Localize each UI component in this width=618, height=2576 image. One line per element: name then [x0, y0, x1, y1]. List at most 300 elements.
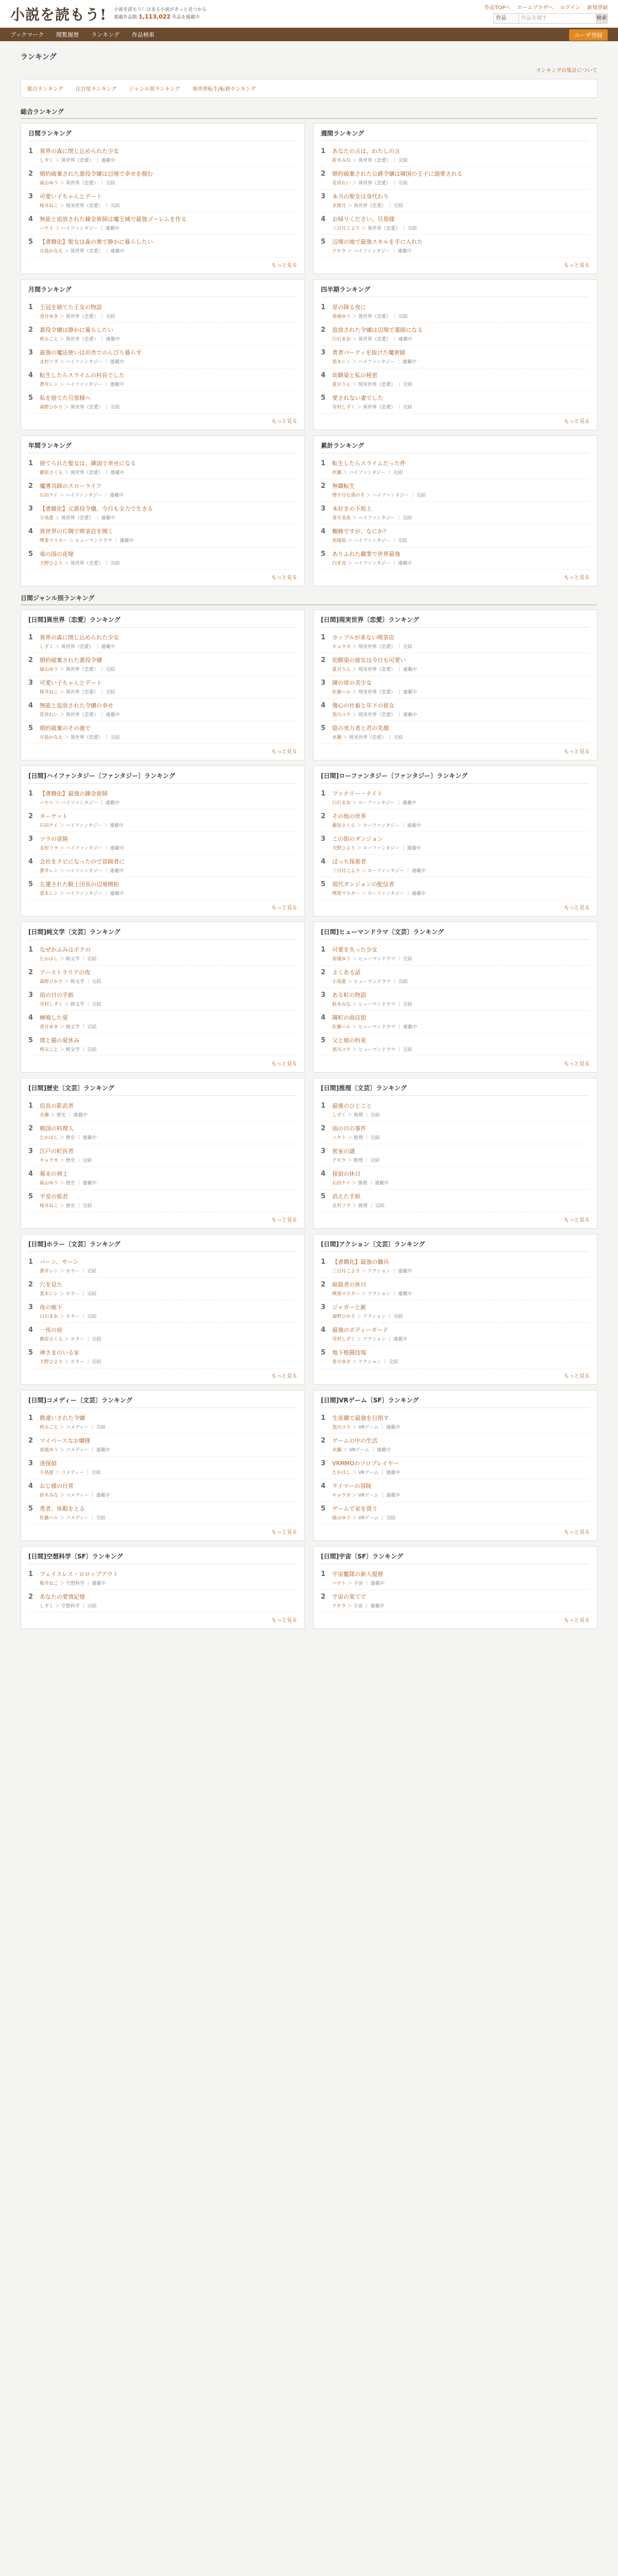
status-label: 連載中	[402, 360, 417, 365]
author-link[interactable]: 佐藤ハル	[40, 1516, 59, 1521]
author-link[interactable]: 月島かなえ	[40, 249, 63, 254]
novel-title-link[interactable]: カップルが来ない喫茶店	[332, 634, 394, 641]
novel-title-link[interactable]: 隣の席の美少女	[332, 680, 372, 686]
ranking-entry	[28, 1502, 297, 1524]
novel-title-link[interactable]: テイマーの冒険	[332, 1483, 372, 1489]
author-link[interactable]: 鈴木みな	[332, 158, 351, 163]
novel-title-link[interactable]: 探偵の休日	[332, 1171, 360, 1177]
status-label: 完結	[393, 1314, 403, 1319]
novel-title-link[interactable]: 密室の謎	[332, 1148, 355, 1155]
about-ranking-text[interactable]: ランキングの集計について	[536, 68, 597, 74]
ranking-box-title: [日間]ハイファンタジー〔ファンタジー〕ランキング	[28, 771, 297, 784]
novel-title-link[interactable]: 竜の国の花嫁	[40, 551, 74, 557]
author-link[interactable]: 石田ケイ	[332, 1181, 351, 1186]
more-link[interactable]: もっと見る	[564, 749, 590, 755]
entry-body	[40, 1037, 297, 1053]
search-form	[493, 13, 608, 24]
novel-title-link[interactable]: 雨の日の事件	[332, 1125, 366, 1132]
novel-title-link[interactable]: 王冠を捨てた王女の物語	[40, 304, 102, 311]
author-link[interactable]: 雪村しずく	[332, 1337, 356, 1342]
novel-title-link[interactable]: 迷探偵	[40, 1460, 57, 1467]
entry-meta: 馬場翁 ＞ ハイファンタジー ｜ 完結	[332, 538, 407, 544]
author-link[interactable]: 小鳥遊	[40, 1470, 54, 1476]
tab-attention[interactable]: 注目度ランキング	[75, 87, 117, 92]
author-link[interactable]: 白石まお	[332, 801, 351, 806]
genre-label: 宇宙	[353, 1604, 363, 1609]
entry-body	[332, 193, 590, 209]
novel-title-link[interactable]: 左遷された騎士団長の辺境開拓	[40, 881, 119, 888]
status-label: 連載中	[82, 1181, 97, 1186]
author-link[interactable]: 香月ゆき	[40, 314, 59, 319]
more-link[interactable]: もっと見る	[271, 1374, 297, 1379]
novel-title-link[interactable]: 生産職で最強を目指す	[332, 1415, 389, 1421]
more-link[interactable]: もっと見る	[564, 1374, 590, 1379]
nav-search[interactable]: 作品検索	[131, 31, 154, 38]
novel-title-link[interactable]: 異世界の片隅で喫茶店を開く	[40, 528, 113, 535]
novel-title-link[interactable]: 転生したらスライムの村長でした	[40, 372, 125, 379]
author-link[interactable]: 黒木シン	[40, 891, 58, 896]
ranking-grid	[21, 1234, 597, 1390]
more-link[interactable]: もっと見る	[271, 263, 297, 268]
novel-title-link[interactable]: 蜘蛛ですが、なにか？	[332, 528, 389, 535]
author-link[interactable]: 花宮れい	[40, 713, 59, 718]
entry-body	[40, 1437, 297, 1453]
author-link[interactable]: 喫茶マスター	[40, 538, 68, 544]
author-link[interactable]: 緑山ゆう	[332, 1516, 351, 1521]
author-link[interactable]: 馬場翁	[332, 538, 347, 544]
novel-title-link[interactable]: 婚約破棄された公爵令嬢は隣国の王子に溺愛される	[332, 171, 462, 177]
novel-title-link[interactable]: ある町の物語	[332, 992, 366, 998]
author-link[interactable]: しずく	[40, 1604, 54, 1609]
novel-title-link[interactable]: 最後のひとこと	[332, 1103, 372, 1109]
author-link[interactable]: 水瀬	[332, 735, 342, 740]
novel-title-link[interactable]: おじ様の日常	[40, 1483, 74, 1489]
novel-title-link[interactable]: ターゲット	[40, 813, 68, 820]
novel-title-link[interactable]: マイペースなお嬢様	[40, 1437, 91, 1444]
novel-title-link[interactable]: 辺境の地で最強スキルを手に入れた	[332, 239, 423, 245]
novel-title-link[interactable]: 最強の魔法使いは田舎でのんびり暮らす	[40, 349, 142, 356]
rank-number: 4	[321, 1014, 326, 1022]
novel-title-link[interactable]: あなたの言は、わたしの言	[332, 148, 400, 155]
novel-title-link[interactable]: ゲームで家を買う	[332, 1505, 377, 1512]
entry-body	[40, 991, 297, 1007]
ranking-entry	[321, 1167, 590, 1190]
author-link[interactable]: 柊みこと	[40, 1047, 59, 1053]
novel-title-link[interactable]: 消えた手紙	[332, 1193, 360, 1200]
novel-title-link[interactable]: 星の降る夜に	[332, 304, 366, 311]
author-link[interactable]: キョウカ	[332, 645, 351, 650]
ranking-grid	[21, 123, 597, 279]
novel-title-link[interactable]: 宇宙の果てで	[332, 1594, 366, 1600]
novel-title-link[interactable]: 宇宙艦隊の新人提督	[332, 1571, 383, 1578]
author-link[interactable]: しずく	[332, 1113, 347, 1118]
author-link[interactable]: ハヤト	[40, 801, 54, 806]
author-link[interactable]: 藤原さくら	[40, 1337, 63, 1342]
author-link[interactable]: 石田ケイ	[40, 823, 58, 828]
author-link[interactable]: 北村ソラ	[40, 360, 59, 365]
ranking-box	[313, 1390, 597, 1541]
tab-genre[interactable]: ジャンル別ランキング	[129, 87, 180, 92]
more-link[interactable]: もっと見る	[271, 575, 297, 581]
novel-title-link[interactable]: その他の世界	[332, 813, 366, 820]
author-link[interactable]: 三日月こより	[332, 1269, 360, 1274]
novel-title-link[interactable]: 私を捨てた旦那様へ	[40, 395, 91, 401]
author-link[interactable]: たかはし	[40, 957, 59, 962]
novel-title-link[interactable]: 隣町の商店街	[332, 1014, 366, 1021]
novel-title-link[interactable]: よくある話	[332, 969, 360, 976]
novel-title-link[interactable]: 【書籍化】聖女は森の奥で静かに暮らしたい	[40, 239, 153, 245]
ranking-entry	[321, 1323, 590, 1346]
search-input[interactable]: 作品を探す	[519, 13, 596, 24]
novel-title-link[interactable]: 愛されない妻でした	[332, 395, 383, 401]
author-link[interactable]: 森野ひかり	[332, 1314, 356, 1319]
entry-meta: たかはし ＞ 歴史 ｜ 連載中	[40, 1136, 97, 1141]
ranking-entry	[321, 1190, 590, 1212]
entry-meta: 春風ゆう ＞ コメディー ｜ 連載中	[40, 1448, 110, 1453]
author-link[interactable]: 小鳥遊	[332, 979, 347, 985]
entry-body	[332, 1193, 590, 1209]
novel-title-link[interactable]: あなたの愛情記憶	[40, 1594, 85, 1600]
novel-title-link[interactable]: 幕末の剣士	[40, 1171, 68, 1177]
status-label: 連載中	[96, 1493, 110, 1498]
rank-number: 1	[321, 1414, 326, 1422]
author-link[interactable]: 夏目りん	[332, 667, 351, 672]
novel-title-link[interactable]: 陰の実力者と君の笑顔	[332, 725, 389, 732]
author-link[interactable]: 夏目りん	[332, 382, 351, 387]
ranking-entry	[28, 1346, 297, 1368]
rank-number: 5	[321, 1505, 326, 1513]
author-link[interactable]: 小鳥遊	[40, 516, 54, 521]
author-link[interactable]: 天野ひより	[40, 561, 63, 566]
author-link[interactable]: 桜井ねこ	[40, 690, 59, 695]
search-button[interactable]: 検索	[596, 13, 608, 24]
author-link[interactable]: 春風ゆう	[40, 1448, 59, 1453]
author-link[interactable]: ハヤト	[40, 226, 54, 231]
author-link[interactable]: 春風ゆう	[332, 314, 351, 319]
novel-title-link[interactable]: 神さまのいる家	[40, 1349, 79, 1356]
novel-title-link[interactable]: ぼっち探索者	[332, 858, 366, 865]
entry-meta: 月島かなえ ＞ 異世界（恋愛） ｜ 完結	[40, 735, 120, 740]
ranking-entry	[321, 988, 590, 1011]
novel-title-link[interactable]: ありふれた職業で世界最強	[332, 551, 400, 557]
rank-number: 4	[28, 215, 33, 223]
novel-title-link[interactable]: 一夜の宿	[40, 1327, 62, 1333]
author-link[interactable]: アキラ	[332, 1604, 346, 1609]
ranking-grid	[21, 1390, 597, 1546]
novel-title-link[interactable]: 穴を見た	[40, 1281, 62, 1288]
author-link[interactable]: 三日月こより	[332, 226, 360, 231]
ranking-entry	[28, 456, 297, 479]
genre-label: ヒューマンドラマ	[353, 979, 391, 985]
novel-title-link[interactable]: 勘違いされた令嬢	[40, 1415, 85, 1421]
status-label: 連載中	[110, 493, 124, 498]
status-label: 完結	[416, 493, 426, 498]
search-type-select[interactable]: 作品	[493, 13, 519, 24]
top-link-register[interactable]: 新規登録	[587, 5, 608, 11]
more-link[interactable]: もっと見る	[564, 1217, 590, 1223]
author-link[interactable]: 天野ひより	[40, 1360, 63, 1365]
author-link[interactable]: 石田ケイ	[40, 493, 58, 498]
top-link-works[interactable]: 作品TOPへ	[484, 5, 510, 11]
author-link[interactable]: たかはし	[40, 1136, 59, 1141]
genre-label: 異世界（恋愛）	[61, 645, 94, 650]
register-button[interactable]: ユーザ登録	[569, 29, 608, 41]
tagline-line1: 小説を読もう！はまる小説がきっと見つかる	[114, 7, 207, 12]
novel-title-link[interactable]: 悪役令嬢は静かに暮らしたい	[40, 327, 113, 333]
author-link[interactable]: 白石まお	[332, 337, 351, 342]
novel-title-link[interactable]: 追放された令嬢は辺境で薬師になる	[332, 327, 423, 333]
novel-title-link[interactable]: 勇者パーティを抜けた魔術師	[332, 349, 406, 356]
entry-meta: 柊みこと ＞ 異世界（恋愛） ｜ 連載中	[40, 337, 120, 342]
novel-title-link[interactable]: 婚約破棄された悪役令嬢	[40, 657, 102, 664]
page-content	[0, 41, 618, 1645]
author-link[interactable]: 北村ソラ	[40, 846, 59, 851]
ranking-entry	[321, 1033, 590, 1056]
author-link[interactable]: 雪村しずく	[40, 1002, 63, 1007]
novel-title-link[interactable]: 現代ダンジョンの配信者	[332, 881, 394, 888]
author-link[interactable]: 柊みこと	[40, 337, 59, 342]
author-link[interactable]: 喫茶マスター	[332, 891, 360, 896]
novel-title-link[interactable]: 江戸の町医者	[40, 1148, 74, 1155]
novel-title-link[interactable]: 【書籍化】最強の錬金術師	[40, 790, 108, 797]
author-link[interactable]: 水瀬	[332, 1448, 342, 1453]
novel-title-link[interactable]: 僕と猫の夏休み	[40, 1037, 79, 1044]
entry-meta: 香月ゆき ＞ 異世界（恋愛） ｜ 完結	[40, 314, 115, 319]
rank-number: 3	[28, 1303, 33, 1311]
genre-label: 歴史	[65, 1136, 75, 1141]
author-link[interactable]: 黒川ユウ	[332, 713, 351, 718]
more-link[interactable]: もっと見る	[564, 905, 590, 911]
novel-title-link[interactable]: 最強のボディーガード	[332, 1327, 388, 1333]
author-link[interactable]: 鈴木みな	[332, 1002, 351, 1007]
novel-title-link[interactable]: なぜかふみはボクの	[40, 946, 91, 953]
rank-number: 2	[28, 969, 33, 976]
author-link[interactable]: 春風ゆう	[332, 957, 351, 962]
novel-title-link[interactable]: 会社をクビになったので冒険者に	[40, 858, 125, 865]
novel-title-link[interactable]: 幼馴染の彼女は今日も可愛い	[332, 657, 406, 664]
status-label: 完結	[398, 979, 408, 985]
genre-label: ホラー	[65, 1269, 80, 1274]
novel-title-link[interactable]: ファナリー・ナイト	[332, 790, 383, 797]
novel-title-link[interactable]: 異界の森に閉じ込められた少女	[40, 634, 119, 641]
more-link[interactable]: もっと見る	[271, 1217, 297, 1223]
ranking-entry	[28, 1590, 297, 1613]
author-link[interactable]: 黒川ユウ	[332, 1425, 351, 1430]
top-link-home[interactable]: ホームプラザへ	[517, 5, 554, 11]
novel-title-link[interactable]: 魔導具師のスローライフ	[40, 483, 102, 489]
more-link[interactable]: もっと見る	[271, 905, 297, 911]
author-link[interactable]: 佐藤ハル	[332, 1025, 351, 1030]
author-link[interactable]: 香月ゆき	[332, 1360, 351, 1365]
novel-title-link[interactable]: 幼馴染と私の秘密	[332, 372, 377, 379]
about-ranking-link[interactable]	[21, 66, 597, 74]
tab-overall[interactable]: 総合ランキング	[27, 87, 63, 92]
novel-title-link[interactable]: お帰りください、旦那様	[332, 216, 394, 223]
novel-title-link[interactable]: 信長の影武者	[40, 1103, 74, 1109]
author-link[interactable]: 緑山ゆう	[40, 181, 59, 186]
site-logo[interactable]: 小説を読もう!	[10, 6, 107, 23]
novel-title-link[interactable]: ソラの冒険	[40, 836, 68, 842]
author-link[interactable]: 鈴木みな	[40, 1493, 59, 1498]
author-link[interactable]: 桜井ねこ	[40, 1204, 59, 1209]
novel-title-link[interactable]: バーン、サーン	[40, 1259, 79, 1265]
novel-title-link[interactable]: 雨の日の手紙	[40, 992, 74, 998]
rank-number: 1	[28, 946, 33, 954]
genre-label: 歴史	[65, 1181, 75, 1186]
novel-title-link[interactable]: 本好きの下剋上	[332, 505, 372, 512]
author-link[interactable]: ハヤト	[332, 1136, 347, 1141]
author-link[interactable]: 桜井ねこ	[40, 1581, 59, 1586]
author-link[interactable]: 藤原さくら	[332, 823, 356, 828]
author-link[interactable]: 黒川ユウ	[332, 1047, 351, 1053]
novel-title-link[interactable]: 勇者、休暇をとる	[40, 1505, 85, 1512]
author-link[interactable]: 藤原さくら	[40, 470, 63, 476]
ranking-entry	[321, 300, 590, 323]
author-link[interactable]: 白米良	[332, 561, 347, 566]
novel-title-link[interactable]: 婚約破棄のその後で	[40, 725, 91, 732]
genre-label: VRゲーム	[358, 1493, 379, 1498]
novel-title-link[interactable]: 捨てられた聖女は、隣国で幸せになる	[40, 460, 136, 467]
status-label: 完結	[393, 470, 403, 476]
novel-title-link[interactable]: ゲームの中の生活	[332, 1437, 377, 1444]
entry-meta: 桜井ねこ ＞ 歴史 ｜ 完結	[40, 1204, 92, 1209]
status-label: 完結	[398, 538, 407, 544]
author-link[interactable]: 森野ひかり	[40, 979, 63, 985]
author-link[interactable]: 柊みこと	[40, 1425, 59, 1430]
novel-title-link[interactable]: 【書籍化】元悪役令嬢、今日も全力で生きる	[40, 505, 153, 512]
tagline	[114, 7, 248, 21]
novel-title-link[interactable]: VRMMOのソロプレイヤー	[332, 1460, 399, 1467]
novel-title-link[interactable]: フェイスレス・ロロップアウト	[40, 1571, 118, 1578]
novel-title-link[interactable]: 戦国の料理人	[40, 1125, 74, 1132]
novel-title-link[interactable]: アーストラリアの夜	[40, 969, 91, 976]
author-link[interactable]: 緑山ゆう	[40, 1181, 59, 1186]
ranking-grid	[21, 766, 597, 922]
author-link[interactable]: 黒木シン	[40, 1292, 58, 1297]
author-link[interactable]: 伏瀬	[332, 470, 342, 476]
genre-label: 純文学	[70, 979, 84, 985]
more-link[interactable]: もっと見る	[564, 419, 590, 425]
tab-isekai[interactable]: 異世界転生/転移ランキング	[192, 87, 256, 92]
novel-title-link[interactable]: この街のダンジョン	[332, 836, 383, 842]
novel-title-link[interactable]: 可愛い子ちゃんとデート	[40, 680, 102, 686]
author-link[interactable]: 蒼井レン	[40, 869, 58, 874]
author-link[interactable]: 森野ひかり	[40, 405, 63, 410]
status-label: 連載中	[376, 1448, 391, 1453]
more-link[interactable]: もっと見る	[564, 1618, 590, 1623]
novel-title-link[interactable]: 婚約破棄された悪役令嬢は辺境で幸せを掴む	[40, 171, 153, 177]
ranking-box	[313, 766, 597, 917]
author-link[interactable]: アキラ	[332, 249, 346, 254]
rank-number: 3	[28, 679, 33, 687]
novel-title-link[interactable]: ジャガーと銃	[332, 1304, 366, 1311]
top-link-login[interactable]: ログイン	[560, 5, 580, 11]
entry-meta: 柊みこと ＞ コメディー ｜ 完結	[40, 1425, 106, 1430]
author-link[interactable]: 雪村しずく	[332, 405, 356, 410]
more-link[interactable]: もっと見る	[564, 263, 590, 268]
nav-bookmark[interactable]: ブックマーク	[10, 31, 44, 38]
author-link[interactable]: ハヤト	[332, 1581, 347, 1586]
author-link[interactable]: 黒木シン	[332, 360, 351, 365]
author-link[interactable]: 蒼井レン	[40, 1269, 58, 1274]
more-link[interactable]: もっと見る	[271, 1061, 297, 1067]
author-link[interactable]: たかはし	[332, 1470, 351, 1476]
novel-title-link[interactable]: 地下格闘技場	[332, 1349, 366, 1356]
author-link[interactable]: 緑山ゆう	[40, 667, 59, 672]
author-link[interactable]: 香月ゆき	[40, 1025, 59, 1030]
more-link[interactable]: もっと見る	[271, 749, 297, 755]
author-link[interactable]: 理不尽な孫の手	[332, 493, 365, 498]
novel-title-link[interactable]: 傷心の社畜と年下の彼女	[332, 702, 394, 709]
author-link[interactable]: アキラ	[332, 1158, 346, 1163]
author-link[interactable]: 月島かなえ	[40, 735, 63, 740]
more-link[interactable]: もっと見る	[271, 419, 297, 425]
author-link[interactable]: 香月美夜	[332, 516, 351, 521]
author-link[interactable]: しずく	[40, 158, 54, 163]
author-link[interactable]: 水瀬	[40, 1113, 49, 1118]
novel-title-link[interactable]: 無職転生	[332, 483, 355, 489]
genre-label: 異世界（恋愛）	[358, 314, 391, 319]
novel-title-link[interactable]: 異界の森に閉じ込められた少女	[40, 148, 119, 155]
author-link[interactable]: キョウカ	[40, 1158, 59, 1163]
genre-label: 異世界（恋愛）	[65, 181, 98, 186]
author-link[interactable]: 蒼井レン	[40, 382, 58, 387]
author-link[interactable]: しずく	[40, 645, 54, 650]
entry-meta: 白石まお ＞ ローファンタジー ｜ 連載中	[332, 801, 417, 806]
author-link[interactable]: 佐藤ハル	[332, 690, 351, 695]
author-link[interactable]: キョウカ	[332, 1493, 351, 1498]
author-link[interactable]: 三日月こより	[332, 869, 360, 874]
novel-title-link[interactable]: 可愛を失った少女	[332, 946, 377, 953]
nav-ranking[interactable]: ランキング	[91, 31, 119, 38]
author-link[interactable]: 北村ソラ	[332, 1204, 351, 1209]
novel-title-link[interactable]: 父と娘の約束	[332, 1037, 366, 1044]
novel-title-link[interactable]: 夜の廊下	[40, 1304, 62, 1311]
author-link[interactable]: 天野ひより	[332, 846, 356, 851]
novel-title-link[interactable]: 【書籍化】最強の傭兵	[332, 1259, 389, 1265]
rank-number: 3	[28, 835, 33, 843]
more-link[interactable]: もっと見る	[271, 1618, 297, 1623]
novel-title-link[interactable]: 平安の姫君	[40, 1193, 68, 1200]
ranking-box	[21, 123, 305, 274]
more-link[interactable]: もっと見る	[564, 575, 590, 581]
novel-title-link[interactable]: 蝉鳴した夏	[40, 1014, 68, 1021]
novel-title-link[interactable]: 無能と追放された令嬢の幸せ	[40, 702, 113, 709]
novel-title-link[interactable]: 可愛い子ちゃんとデート	[40, 193, 102, 200]
author-link[interactable]: 桜井ねこ	[40, 204, 59, 209]
entry-body	[332, 858, 590, 874]
novel-title-link[interactable]: 暗殺者の休日	[332, 1281, 366, 1288]
ranking-entry	[321, 877, 590, 900]
author-link[interactable]: 喫茶マスター	[332, 1292, 360, 1297]
novel-title-link[interactable]: 転生したらスライムだった件	[332, 460, 406, 467]
nav-history[interactable]: 閲覧履歴	[56, 31, 79, 38]
ranking-box-title: 月間ランキング	[28, 285, 297, 297]
novel-title-link[interactable]: 本当の聖女は身代わり	[332, 193, 389, 200]
entry-body	[332, 147, 590, 163]
more-link[interactable]: もっと見る	[271, 1530, 297, 1535]
more-link[interactable]: もっと見る	[564, 1061, 590, 1067]
author-link[interactable]: 白石まお	[40, 1314, 59, 1319]
ranking-entry	[28, 699, 297, 721]
status-label: 完結	[370, 1113, 380, 1118]
novel-title-link[interactable]: 無能と追放された錬金術師は魔王城で最強ゴーレムを作る	[40, 216, 187, 223]
genre-label: ハイファンタジー	[372, 493, 409, 498]
more-link[interactable]: もっと見る	[564, 1530, 590, 1535]
author-link[interactable]: 花宮れい	[332, 181, 351, 186]
ranking-entry	[28, 988, 297, 1011]
author-link[interactable]: 水無月	[332, 204, 347, 209]
